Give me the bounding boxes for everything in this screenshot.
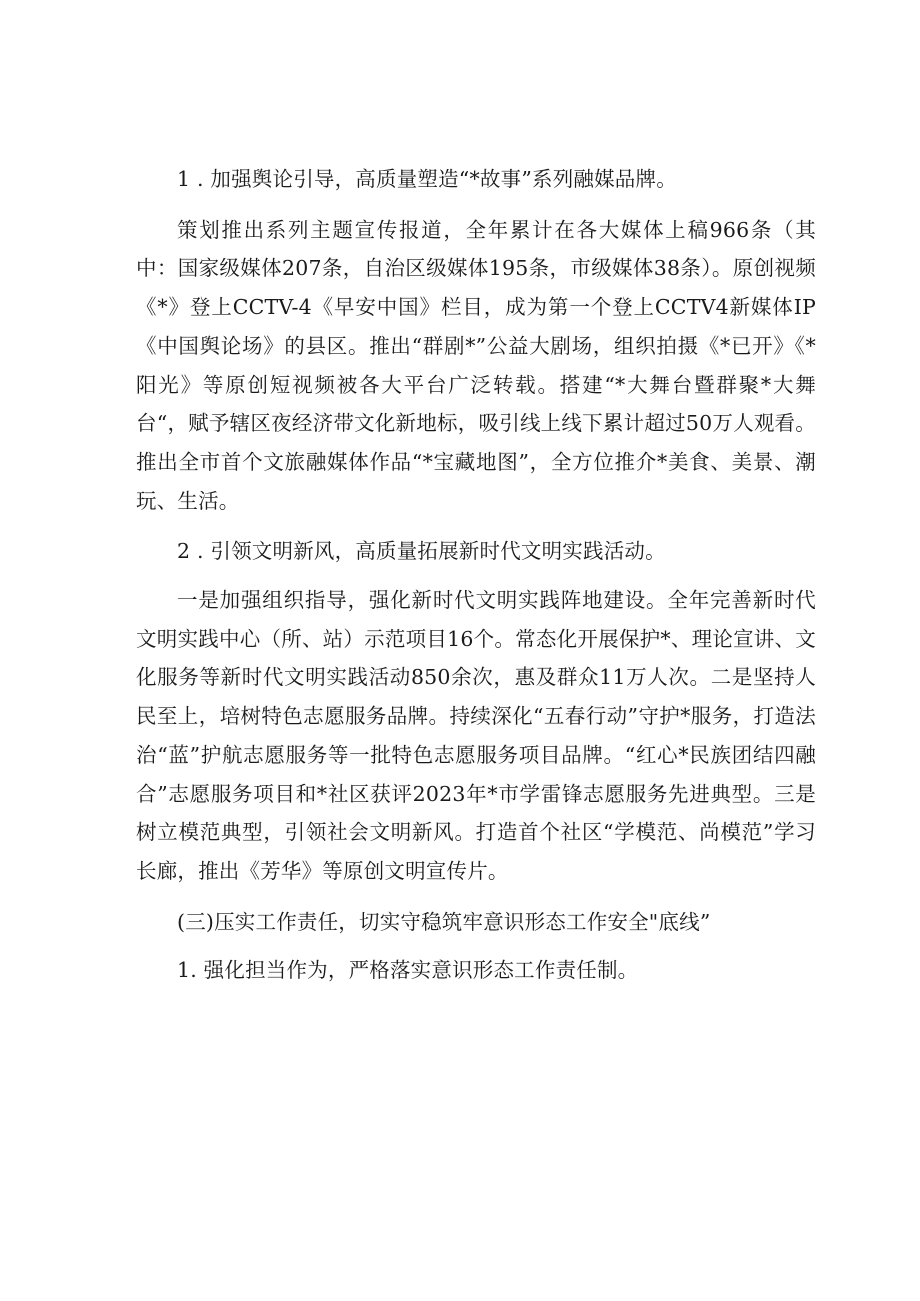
paragraph-media-brand: 策划推出系列主题宣传报道，全年累计在各大媒体上稿966条（其中：国家级媒体207条，自治区级媒体195条，市级媒体38条）。原创视频《*》登上CCTV-4《早安中国》栏目，成为第一个登上CCTV4新媒体IP《中国舆论场》的县区。推出“群剧*”公益大剧场，组织拍摄《*已开》《*阳光》等原创短视频被各大平台广泛转载。搭建“*大舞台暨群聚*大舞台“，赋予辖区夜经济带文化新地标，吸引线上线下累计超过50万人观看。推出全市首个文旅融媒体作品“*宝藏地图”，全方位推介*美食、美景、潮玩、生活。: [136, 217, 816, 513]
section-heading-2: 2 . 引领文明新风，高质量拓展新时代文明实践活动。: [177, 539, 666, 564]
document-body: [136, 160, 816, 990]
section-heading-1: 1 . 加强舆论引导，高质量塑造“*故事”系列融媒品牌。: [177, 167, 677, 191]
section-heading-3: (三)压实工作责任，切实守稳筑牢意识形态工作安全"底线”: [177, 909, 711, 934]
section-heading-4: 1. 强化担当作为，严格落实意识形态工作责任制。: [177, 958, 639, 983]
paragraph-civilization-practice: 一是加强组织指导，强化新时代文明实践阵地建设。全年完善新时代文明实践中心（所、站）示范项目16个。常态化开展保护*、理论宣讲、文化服务等新时代文明实践活动850余次，惠及群众11万人次。二是坚持人民至上，培树特色志愿服务品牌。持续深化“五春行动”守护*服务，打造法治“蓝”护航志愿服务等一批特色志愿服务项目品牌。“红心*民族团结四融合”志愿服务项目和*社区获评2023年*市学雷锋志愿服务先进典型。三是树立模范典型，引领社会文明新风。打造首个社区“学模范、尚模范”学习长廊，推出《芳华》等原创文明宣传片。: [136, 588, 816, 883]
